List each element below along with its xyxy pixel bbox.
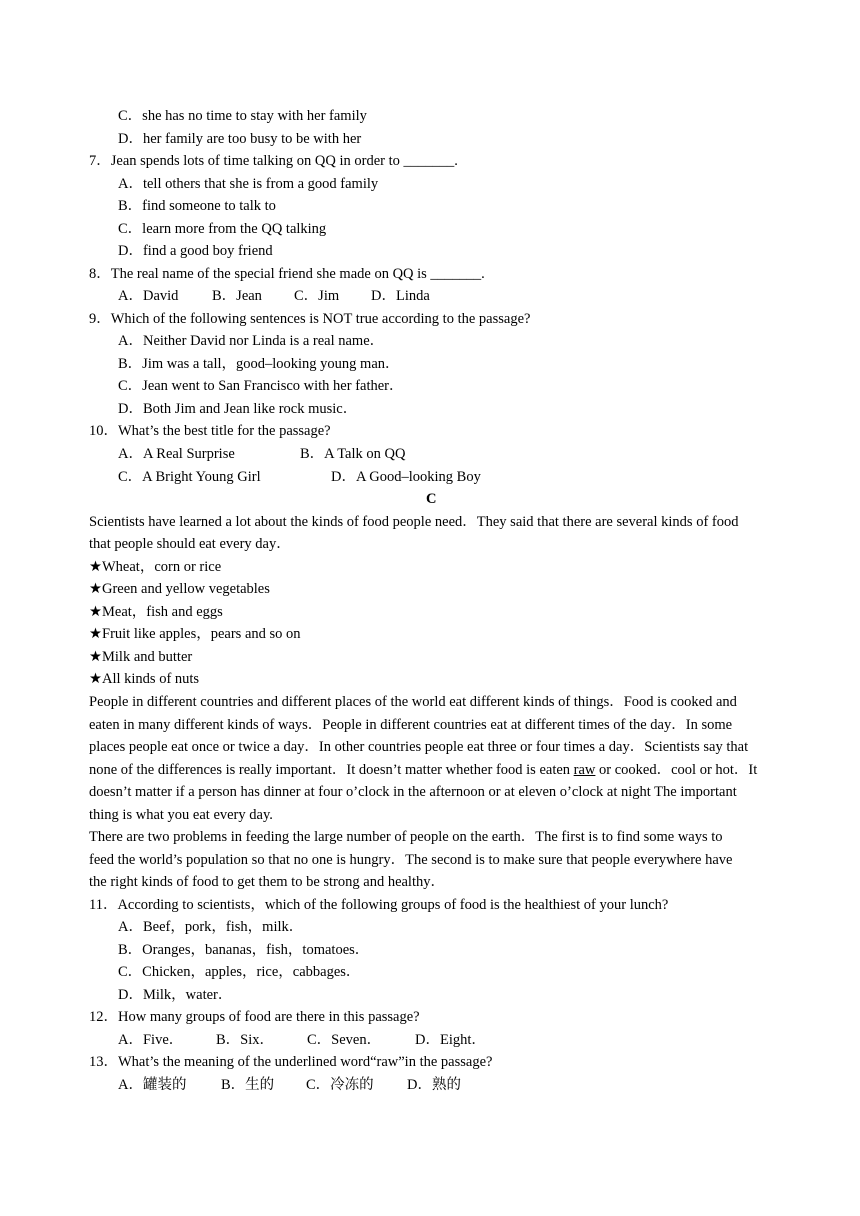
q13-option-d: D．熟的	[407, 1077, 461, 1093]
q13-option-c: C．冷冻的	[306, 1077, 374, 1093]
passage-intro-line-2: that people should eat every day．	[89, 536, 291, 552]
q6-option-c: C．she has no time to stay with her family	[118, 108, 367, 124]
q12-stem: 12．How many groups of food are there in this passage?	[89, 1009, 420, 1025]
q9-option-a: A．Neither David nor Linda is a real name．	[118, 333, 385, 349]
section-heading-c: C	[426, 491, 437, 507]
q8-stem: 8．The real name of the special friend she made on QQ is _______.	[89, 266, 485, 282]
food-list-item: ★Milk and butter	[89, 649, 193, 665]
q8-option-c: C．Jim	[294, 288, 340, 304]
q13-option-b: B．生的	[221, 1077, 275, 1093]
q6-option-d: D．her family are too busy to be with her	[118, 131, 362, 147]
passage-intro-line-1: Scientists have learned a lot about the kinds of food people need．They said that there are several kinds of food	[89, 514, 739, 530]
q10-option-d: D．A Good–looking Boy	[331, 469, 481, 485]
food-list-item: ★Meat，fish and eggs	[89, 604, 223, 620]
q11-option-c: C．Chicken，apples，rice，cabbages．	[118, 964, 361, 980]
q12-option-a: A．Five．	[118, 1032, 184, 1048]
q12-option-d: D．Eight．	[415, 1032, 486, 1048]
food-list-item: ★Fruit like apples，pears and so on	[89, 626, 301, 642]
q8-option-d: D．Linda	[371, 288, 430, 304]
q12-option-c: C．Seven．	[307, 1032, 382, 1048]
food-list-item: ★Green and yellow vegetables	[89, 581, 270, 597]
q9-option-d: D．Both Jim and Jean like rock music．	[118, 401, 358, 417]
q12-option-b: B．Six．	[216, 1032, 275, 1048]
q11-stem: 11．According to scientists，which of the following groups of food is the healthiest of your lunch?	[89, 897, 669, 913]
q7-option-b: B．find someone to talk to	[118, 198, 276, 214]
q9-option-c: C．Jean went to San Francisco with her father．	[118, 378, 404, 394]
q10-option-c: C．A Bright Young Girl	[118, 469, 261, 485]
q11-option-d: D．Milk，water．	[118, 987, 233, 1003]
passage-p2-line-1: People in different countries and different places of the world eat different kinds of things．Food is cooked and	[89, 694, 737, 710]
q8-option-a: A．David	[118, 288, 179, 304]
q7-option-c: C．learn more from the QQ talking	[118, 221, 327, 237]
q11-option-b: B．Oranges，bananas，fish，tomatoes．	[118, 942, 370, 958]
q7-option-a: A．tell others that she is from a good family	[118, 176, 379, 192]
q9-option-b: B．Jim was a tall，good–looking young man．	[118, 356, 400, 372]
q11-option-a: A．Beef，pork，fish，milk．	[118, 919, 304, 935]
q8-option-b: B．Jean	[212, 288, 262, 304]
passage-p2-line-5: doesn’t matter if a person has dinner at four o’clock in the afternoon or at eleven o’clock at night The important	[89, 784, 737, 800]
q10-option-a: A．A Real Surprise	[118, 446, 235, 462]
passage-p2-line-6: thing is what you eat every day.	[89, 807, 273, 823]
q7-stem: 7．Jean spends lots of time talking on QQ in order to _______.	[89, 153, 458, 169]
food-list-item: ★Wheat，corn or rice	[89, 559, 222, 575]
q7-option-d: D．find a good boy friend	[118, 243, 273, 259]
passage-p3-line-1: There are two problems in feeding the large number of people on the earth．The first is to find some ways to	[89, 829, 723, 845]
q13-stem: 13．What’s the meaning of the underlined word“raw”in the passage?	[89, 1054, 493, 1070]
food-list-item: ★All kinds of nuts	[89, 671, 200, 687]
passage-p2-line-3: places people eat once or twice a day．In other countries people eat three or four times a day．Scientists say that	[89, 739, 749, 755]
q9-stem: 9．Which of the following sentences is NOT true according to the passage?	[89, 311, 531, 327]
q10-option-b: B．A Talk on QQ	[300, 446, 406, 462]
passage-p2-line-4	[89, 761, 757, 779]
q13-option-a: A．罐装的	[118, 1077, 187, 1093]
passage-p3-line-2: feed the world’s population so that no one is hungry．The second is to make sure that people everywhere have	[89, 852, 733, 868]
passage-p2-line-4-end: or cooked．cool or hot．It	[595, 762, 758, 778]
underlined-word-raw: raw	[573, 762, 596, 778]
q10-stem: 10．What’s the best title for the passage?	[89, 423, 331, 439]
passage-p2-line-2: eaten in many different kinds of ways．People in different countries eat at different times of the day．In some	[89, 717, 733, 733]
passage-p2-line-4-start: none of the differences is really important．It doesn’t matter whether food is eaten	[89, 762, 574, 778]
passage-p3-line-3: the right kinds of food to get them to be strong and healthy．	[89, 874, 445, 890]
